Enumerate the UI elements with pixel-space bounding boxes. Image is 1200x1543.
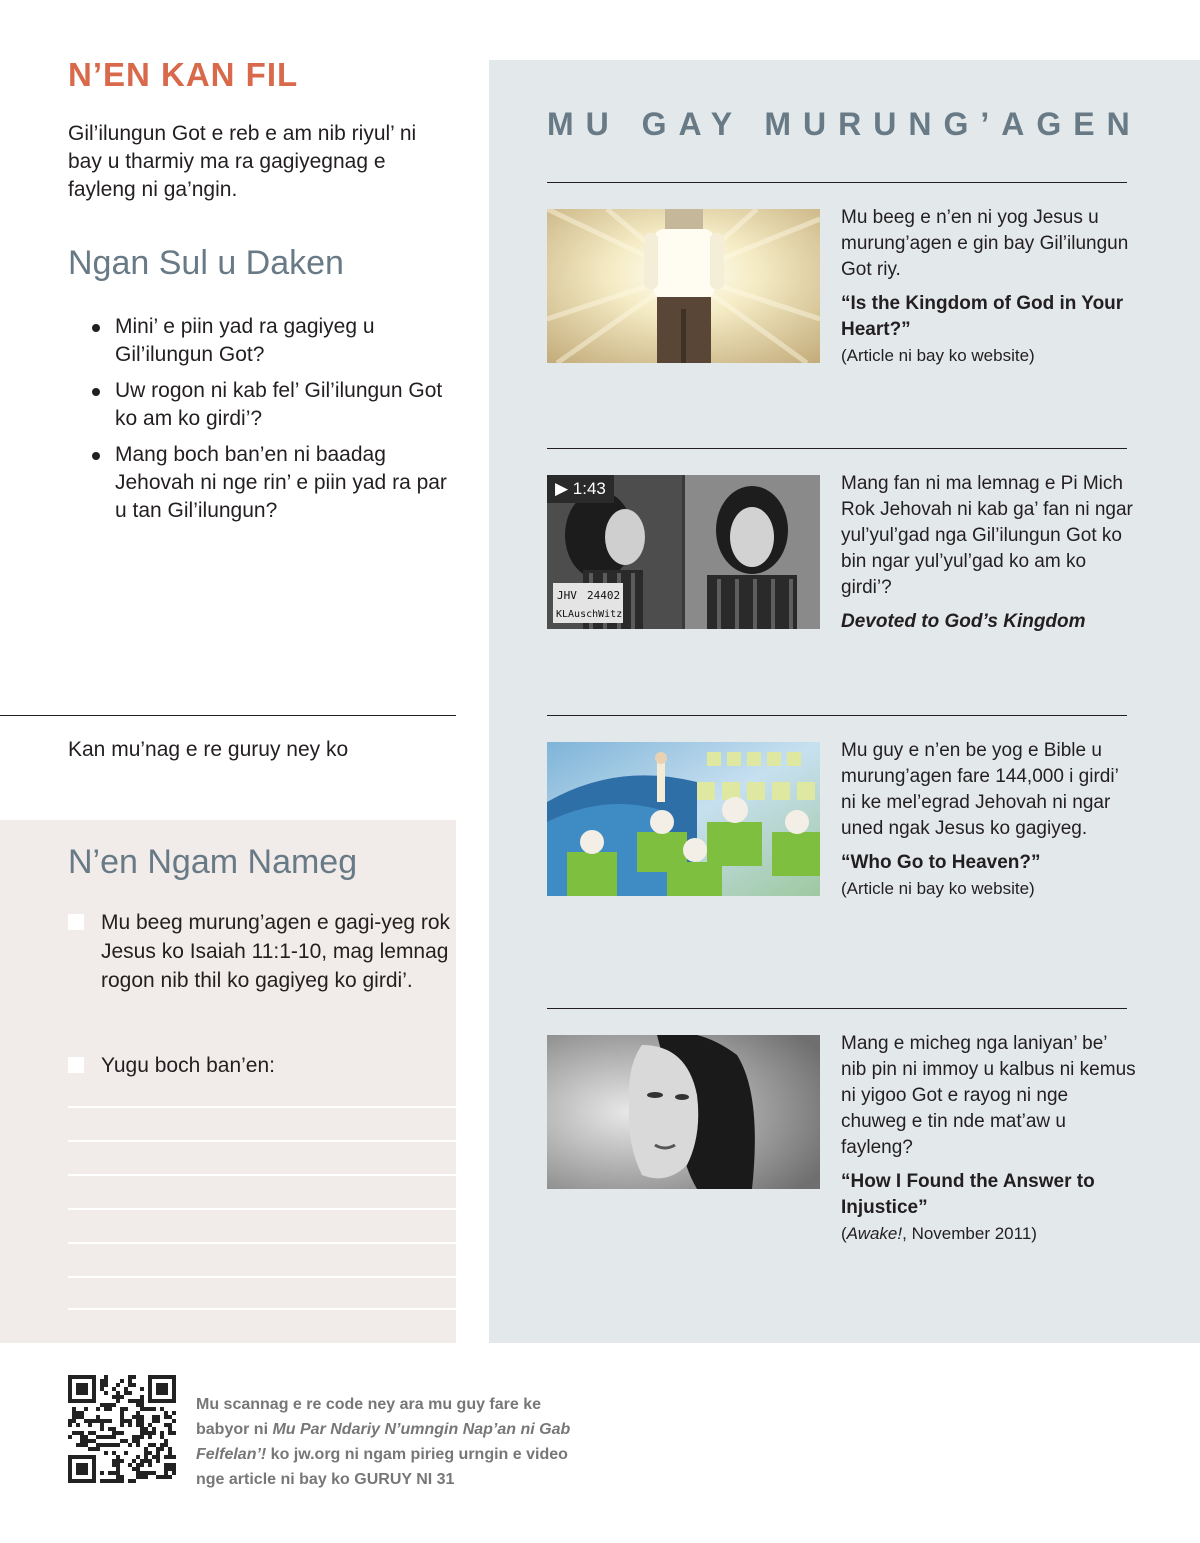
divider — [547, 715, 1127, 716]
item-title-link[interactable]: “Is the Kingdom of God in Your Heart?” — [841, 293, 1124, 340]
item-source: (Article ni bay ko website) — [841, 879, 1035, 898]
write-line[interactable] — [68, 1140, 456, 1142]
divider — [547, 1008, 1127, 1009]
item-source: (Article ni bay ko website) — [841, 346, 1035, 365]
goal-item: Mu beeg murung’agen e gagi-yeg rok Jesus ko Isaiah 11:1-10, mag lemnag rogon nib thil ko gagiyeg ko girdi’. — [68, 908, 453, 995]
explore-item-text — [841, 205, 1136, 369]
review-question: Mang boch ban’en ni baadag Jehovah ni nge rin’ e piin yad ra par u tan Gil’ilungun? — [90, 441, 450, 525]
checkbox[interactable] — [68, 914, 84, 930]
item-source: (Awake!, November 2011) — [841, 1224, 1037, 1243]
write-line[interactable] — [68, 1174, 456, 1176]
divider — [547, 448, 1127, 449]
checkbox[interactable] — [68, 1057, 84, 1073]
woman-portrait-image[interactable] — [547, 1035, 820, 1189]
explore-item-text — [841, 1031, 1136, 1247]
prisoner-photo-video[interactable] — [547, 475, 820, 629]
heavenly-rulers-image[interactable] — [547, 742, 820, 896]
studied-note: Kan mu’nag e re guruy ney ko — [68, 738, 349, 761]
goal-box — [0, 820, 456, 1343]
explore-item-text — [841, 471, 1136, 635]
bullet-icon — [92, 324, 100, 332]
item-description: Mu beeg e n’en ni yog Jesus u murung’agen e gin bay Gil’ilungun Got riy. — [841, 207, 1129, 280]
goal-item: Yugu boch ban’en: — [68, 1051, 453, 1080]
photo-label: KLAuschWitz — [556, 609, 623, 620]
review-title: Ngan Sul u Daken — [68, 244, 344, 282]
write-line[interactable] — [68, 1208, 456, 1210]
divider — [547, 182, 1127, 183]
qr-code-icon[interactable] — [68, 1375, 176, 1483]
write-line[interactable] — [68, 1242, 456, 1244]
write-line[interactable] — [68, 1106, 456, 1108]
item-description: Mang fan ni ma lemnag e Pi Mich Rok Jehovah ni kab ga’ fan ni ngar yul’yul’gad nga Gil’ilungun Got ko bin ngar yul’yul’gad ko am ko girdi’? — [841, 473, 1133, 598]
photo-label: 24402 — [587, 589, 621, 602]
photo-label: JHV — [557, 589, 577, 602]
footer-text: Mu scannag e re code ney ara mu guy fare ke babyor ni Mu Par Ndariy N’umngin Nap’an ni Gab Felfelan’! ko jw.org ni ngam pirieg urngin e video nge article ni bay ko GURUY NI 31 — [196, 1396, 571, 1488]
explore-title: MU GAY MURUNG’AGEN — [547, 106, 1142, 142]
review-question: Uw rogon ni kab fel’ Gil’ilungun Got ko am ko girdi’? — [90, 377, 450, 433]
divider — [0, 715, 456, 716]
item-title-link[interactable]: “Who Go to Heaven?” — [841, 852, 1041, 873]
item-description: Mang e micheg nga laniyan’ be’ nib pin ni immoy u kalbus ni kemus ni yigoo Got e rayog ni nge chuweg e tin nde mat’aw u fayleng? — [841, 1033, 1136, 1158]
summary-text: Gil’ilungun Got e reb e am nib riyul’ ni bay u tharmiy ma ra gagiyegnag e fayleng ni ga’ngin. — [68, 122, 417, 201]
write-line[interactable] — [68, 1276, 456, 1278]
bullet-icon — [92, 452, 100, 460]
explore-item-text — [841, 738, 1136, 902]
glowing-man-image[interactable] — [547, 209, 820, 363]
video-duration-badge[interactable]: ▶ 1:43 — [547, 475, 614, 503]
goal-title: N’en Ngam Nameg — [68, 843, 358, 881]
summary-title: N’EN KAN FIL — [68, 56, 299, 93]
item-description: Mu guy e n’en be yog e Bible u murung’agen fare 144,000 i girdi’ ni ke mel’egrad Jehovah ni ngar uned ngak Jesus ko gagiyeg. — [841, 740, 1119, 839]
bullet-icon — [92, 388, 100, 396]
item-title-link[interactable]: Devoted to God’s Kingdom — [841, 611, 1086, 632]
review-questions — [90, 313, 450, 533]
write-line[interactable] — [68, 1308, 456, 1310]
review-question: Mini’ e piin yad ra gagiyeg u Gil’ilungun Got? — [90, 313, 450, 369]
item-title-link[interactable]: “How I Found the Answer to Injustice” — [841, 1171, 1095, 1218]
